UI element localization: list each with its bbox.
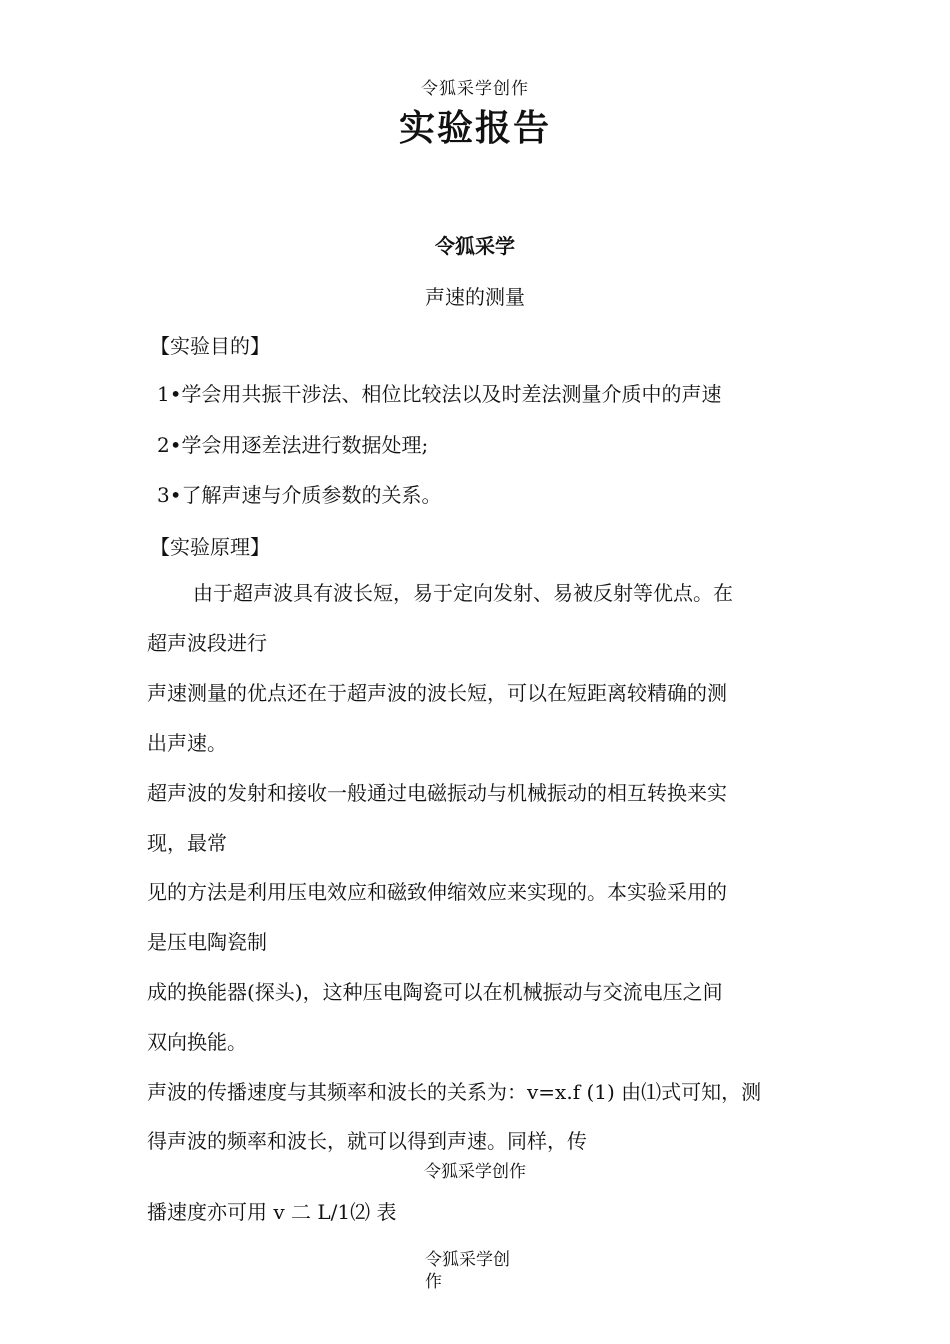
principle-line: 超声波的发射和接收一般通过电磁振动与机械振动的相互转换来实	[147, 781, 727, 805]
principle-line: 由于超声波具有波长短，易于定向发射、易被反射等优点。在	[193, 581, 733, 605]
principle-line: 得声波的频率和波长，就可以得到声速。同样，传	[147, 1129, 587, 1153]
principle-line: 现，最常	[147, 831, 227, 855]
principle-line: 是压电陶瓷制	[147, 930, 267, 954]
purpose-item: 3•了解声速与介质参数的关系。	[157, 483, 442, 507]
principle-line: 出声速。	[147, 731, 227, 755]
experiment-subtitle: 声速的测量	[425, 285, 525, 309]
principle-line: 成的换能器(探头)，这种压电陶瓷可以在机械振动与交流电压之间	[147, 980, 723, 1004]
footer-watermark: 令狐采学创作	[425, 1250, 510, 1292]
page-break-watermark: 令狐采学创作	[424, 1162, 526, 1182]
principle-heading: 【实验原理】	[150, 535, 270, 559]
principle-line: 声波的传播速度与其频率和波长的关系为：v=x.f (1) 由⑴式可知，测	[147, 1080, 762, 1104]
footer-watermark-wrap	[0, 1249, 950, 1293]
purpose-item: 1•学会用共振干涉法、相位比较法以及时差法测量介质中的声速	[157, 382, 722, 406]
author-name: 令狐采学	[435, 234, 515, 258]
principle-line: 播速度亦可用 v 二 L/1⑵ 表	[147, 1200, 397, 1224]
principle-line: 见的方法是利用压电效应和磁致伸缩效应来实现的。本实验采用的	[147, 880, 727, 904]
principle-line: 声速测量的优点还在于超声波的波长短，可以在短距离较精确的测	[147, 681, 727, 705]
document-title: 实验报告	[398, 108, 551, 149]
purpose-heading: 【实验目的】	[150, 334, 270, 358]
principle-line: 双向换能。	[147, 1030, 247, 1054]
purpose-item: 2•学会用逐差法进行数据处理;	[157, 433, 429, 457]
principle-line: 超声波段进行	[147, 631, 267, 655]
header-watermark: 令狐采学创作	[421, 79, 529, 99]
